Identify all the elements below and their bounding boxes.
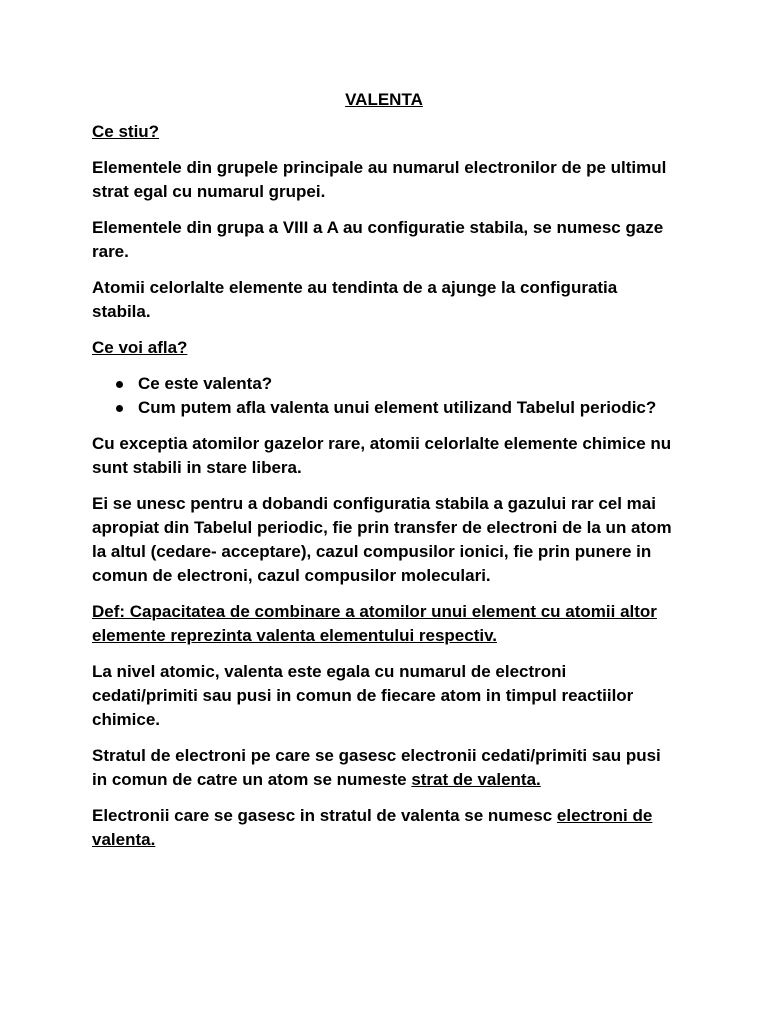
valence-shell-text: Stratul de electroni pe care se gasesc electronii cedati/primiti sau pusi in comun de catre un atom se numeste	[92, 746, 661, 789]
list-item	[92, 372, 676, 396]
questions-list	[92, 372, 676, 420]
paragraph-valence-shell	[92, 744, 676, 792]
paragraph-valence-electrons	[92, 804, 676, 852]
paragraph-exception: Cu exceptia atomilor gazelor rare, atomii celorlalte elemente chimice nu sunt stabili in stare libera.	[92, 434, 672, 477]
valence-electrons-text: Electronii care se gasesc in stratul de valenta se numesc	[92, 806, 557, 825]
heading-known: Ce stiu?	[92, 122, 160, 141]
bullet-icon	[116, 381, 123, 388]
paragraph-atomic-level: La nivel atomic, valenta este egala cu numarul de electroni cedati/primiti sau pusi in comun de fiecare atom in timpul reactiilor chimice.	[92, 662, 634, 729]
question-text: Ce este valenta?	[138, 374, 273, 393]
heading-learn: Ce voi afla?	[92, 338, 188, 357]
bullet-icon	[116, 405, 123, 412]
paragraph-noble-gases: Elementele din grupa a VIII a A au configuratie stabila, se numesc gaze rare.	[92, 218, 664, 261]
valence-shell-term: strat de valenta.	[411, 770, 541, 789]
definition: Def: Capacitatea de combinare a atomilor unui element cu atomii altor elemente reprezinta valenta elementului respectiv.	[92, 602, 657, 645]
question-text: Cum putem afla valenta unui element utilizand Tabelul periodic?	[138, 398, 657, 417]
paragraph-stable-config: Atomii celorlalte elemente au tendinta de a ajunge la configuratia stabila.	[92, 278, 618, 321]
document-title: VALENTA	[345, 90, 423, 109]
paragraph-main-groups: Elementele din grupele principale au numarul electronilor de pe ultimul strat egal cu numarul grupei.	[92, 158, 667, 201]
valence-electrons-term: electroni de valenta.	[92, 806, 653, 849]
list-item	[92, 396, 676, 420]
paragraph-bonding: Ei se unesc pentru a dobandi configuratia stabila a gazului rar cel mai apropiat din Tabelul periodic, fie prin transfer de electroni de la un atom la altul (cedare- acceptare), cazul compusilor ionici, fie prin punere in comun de electroni, cazul compusilor moleculari.	[92, 494, 672, 585]
